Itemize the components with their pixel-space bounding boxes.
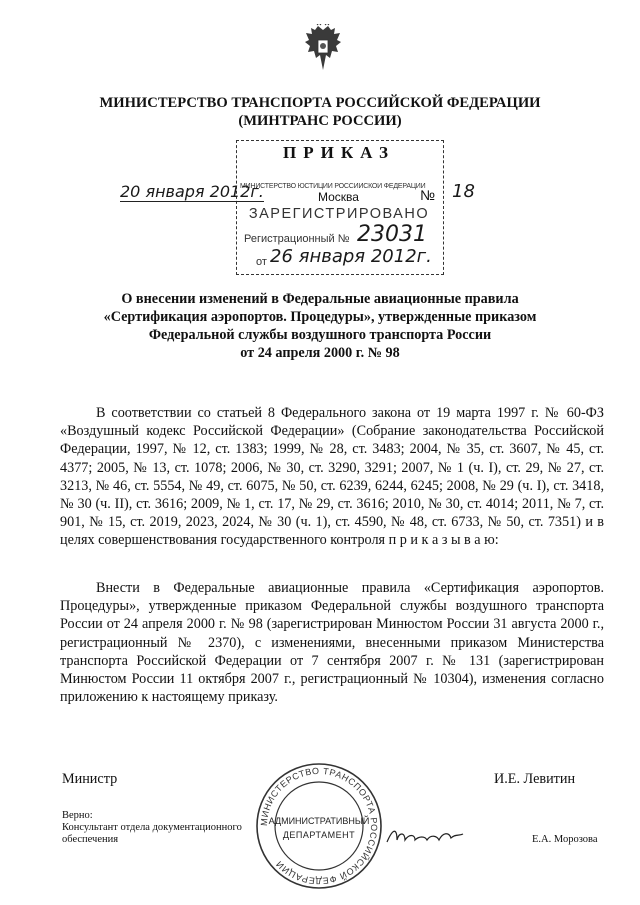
stamp-city: Москва [318, 190, 359, 204]
stamp-date-value: 26 января 2012г. [270, 246, 432, 267]
body-paragraph-2: Внести в Федеральные авиационные правила «Сертификация аэропортов. Процедуры», утвержденные приказом Федеральной службы воздушного транспорта России от 24 апреля 2000 г. № 98 (зарегистрирован Минюстом России 31 августа 2000 г., регистрационный № 2370), с изменениями, внесенными приказом Министерства транспорта Российской Федерации от 7 сентября 2007 г. № 131 (зарегистрирован Минюстом России 11 октября 2007 г., регистрационный № 10304), изменения согласно приложению к настоящему приказу. [60, 580, 604, 706]
certifier-position-line-1: Консультант отдела документационного [62, 822, 242, 833]
coat-of-arms-emblem [303, 24, 343, 74]
stamp-reg-label: Регистрационный № [244, 233, 350, 245]
order-number: 18 [452, 181, 475, 202]
stamp-registered: ЗАРЕГИСТРИРОВАНО [248, 206, 430, 222]
paragraph-1-order-word: п р и к а з ы в а ю: [388, 532, 499, 549]
order-title-line-2: «Сертификация аэропортов. Процедуры», утвержденные приказом [103, 309, 537, 325]
paragraph-1-text: В соответствии со статьей 8 Федерального закона от 19 марта 1997 г. № 60-ФЗ «Воздушный кодекс Российской Федерации» (Собрание законодательства Российской Федерации, 1997, № 12, ст. 1383; 1999, № 28, ст. 3483; 2004, № 35, ст. 3607, № 45, ст. 4377; 2005, № 13, ст. 1078; 2006, № 30, ст. 3290, 3291; 2007, № 1 (ч. I), ст. 29, № 27, ст. 3213, № 46, ст. 5554, № 49, ст. 6075, № 50, ст. 6239, 6244, 6245; 2008, № 29 (ч. I), ст. 3418, № 30 (ч. II), ст. 3616; 2009, № 1, ст. 17, № 29, ст. 3616; 2010, № 30, ст. 4014; 2011, № 7, ст. 901, № 15, ст. 2019, 2023, 2024, № 30 (ч. 1), ст. 4590, № 48, ст. 6733, № 50, ст. 7351) и в целях совершенствования государственного контроля [60, 405, 604, 549]
order-heading: ПРИКАЗ [283, 143, 395, 162]
ministry-name: МИНИСТЕРСТВО ТРАНСПОРТА РОССИЙСКОЙ ФЕДЕРАЦИИ [99, 95, 541, 111]
stamp-ministry-text: МИНИСТЕРСТВО ЮСТИЦИИ РОССИЙСКОЙ ФЕДЕРАЦИИ [240, 183, 426, 190]
stamp-date-label: от [256, 256, 267, 268]
handwritten-signature [385, 822, 465, 852]
order-date: 20 января 2012г. [120, 182, 264, 201]
seal-inner-line-1: АДМИНИСТРАТИВНЫЙ [268, 816, 370, 826]
seal-inner-line-2: ДЕПАРТАМЕНТ [282, 830, 356, 840]
seal-outer-text: МИНИСТЕРСТВО ТРАНСПОРТА РОССИЙСКОЙ ФЕДЕРАЦИИ [258, 765, 380, 887]
official-seal [255, 762, 383, 890]
verified-label: Верно: [62, 810, 93, 821]
order-number-sign: № [420, 187, 436, 203]
signer-position: Министр [62, 771, 118, 787]
signer-name: И.Е. Левитин [494, 771, 576, 787]
order-title-line-1: О внесении изменений в Федеральные авиационные правила [121, 291, 519, 307]
body-paragraph-1 [60, 404, 604, 550]
order-title-line-4: от 24 апреля 2000 г. № 98 [240, 345, 400, 361]
ministry-short-name: (МИНТРАНС РОССИИ) [238, 113, 402, 129]
certifier-name: Е.А. Морозова [532, 834, 598, 845]
stamp-reg-number: 23031 [357, 222, 427, 247]
certifier-position-line-2: обеспечения [62, 834, 119, 845]
order-title-line-3: Федеральной службы воздушного транспорта России [148, 327, 492, 343]
